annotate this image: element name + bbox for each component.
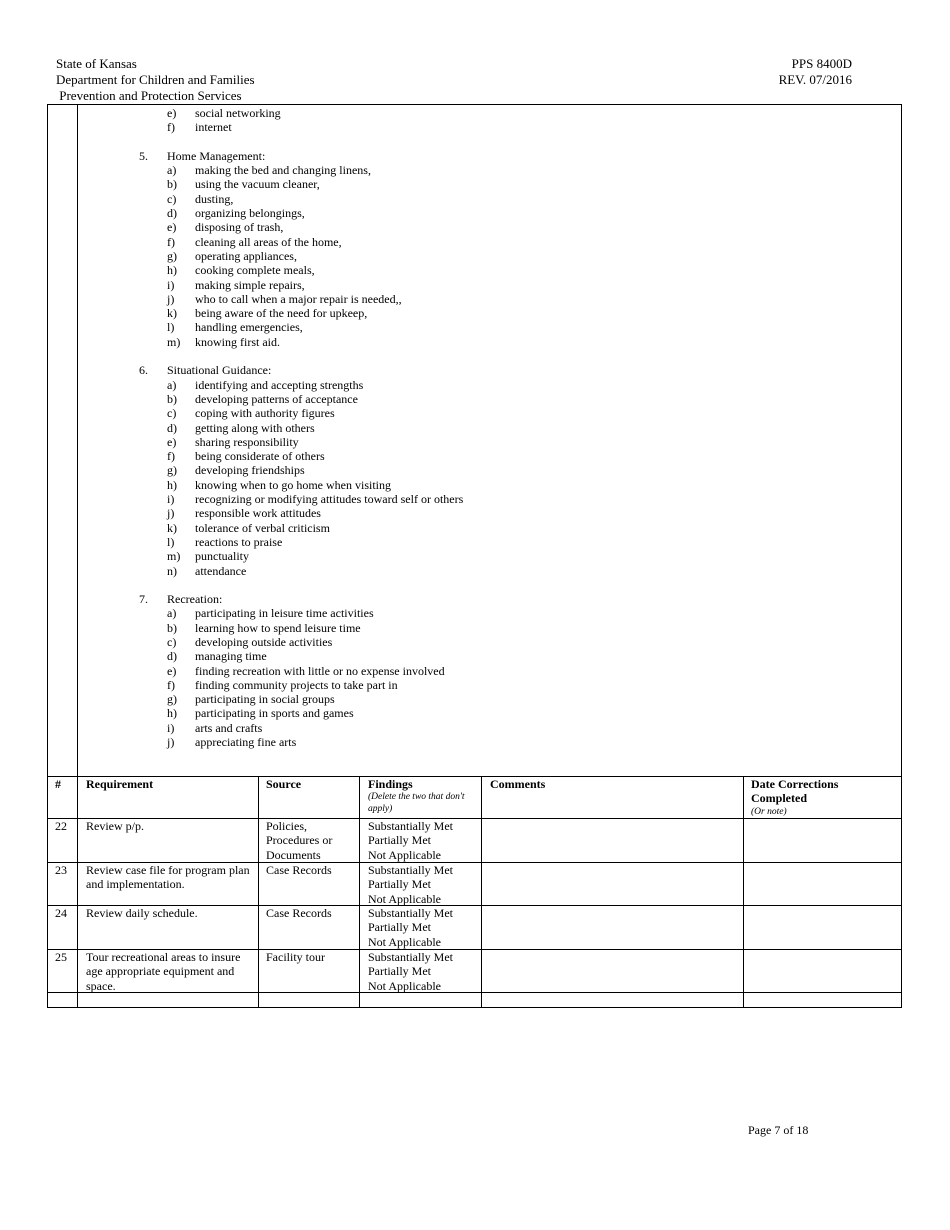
outline-item: [139, 306, 463, 320]
outline-item-text: coping with authority figures: [195, 406, 335, 421]
row-requirement: Review daily schedule.: [86, 906, 198, 920]
outline-item-text: cooking complete meals,: [195, 263, 315, 278]
finding-option: Not Applicable: [368, 978, 441, 993]
outline-item-text: who to call when a major repair is needed,,: [195, 291, 402, 306]
outline-item-letter: f): [167, 677, 175, 692]
outline-item-letter: b): [167, 177, 177, 192]
finding-option: Substantially Met: [368, 950, 453, 964]
header-right: [779, 56, 852, 88]
outline-item: [139, 435, 463, 449]
outline-item-letter: g): [167, 463, 177, 478]
outline-item-text: disposing of trash,: [195, 220, 284, 235]
outline-item: [139, 278, 463, 292]
outline-item-letter: e): [167, 106, 177, 120]
outline-item: [139, 292, 463, 306]
row-source: Facility tour: [266, 950, 325, 964]
outline-item: [139, 478, 463, 492]
outline-item-text: recognizing or modifying attitudes toward self or others: [195, 492, 464, 507]
outline-item-letter: i): [167, 720, 175, 735]
outline-item-text: participating in leisure time activities: [195, 606, 374, 621]
th-findings-note: (Delete the two that don't apply): [368, 792, 465, 815]
row-source: Case Records: [266, 863, 332, 877]
skills-outline: [139, 106, 463, 749]
col-divider-num: [77, 104, 78, 1008]
row-source: Policies, Procedures or Documents: [266, 819, 333, 862]
outline-item: [139, 406, 463, 420]
outline-item-text: punctuality: [195, 549, 249, 564]
outline-item-text: reactions to praise: [195, 534, 283, 549]
outline-item: [139, 220, 463, 234]
outline-item: [139, 106, 463, 120]
outline-item-letter: g): [167, 248, 177, 263]
outline-section-title: Recreation:: [167, 592, 223, 607]
row-number: 24: [55, 906, 67, 920]
outline-item-letter: m): [167, 549, 181, 564]
outline-item-letter: b): [167, 391, 177, 406]
finding-option: Partially Met: [368, 877, 431, 892]
outline-item-text: knowing when to go home when visiting: [195, 477, 391, 492]
row-findings: [368, 906, 453, 949]
outline-item: [139, 492, 463, 506]
th-date-note: (Or note): [751, 806, 787, 817]
outline-item-letter: l): [167, 534, 175, 549]
outline-item-letter: d): [167, 649, 177, 664]
row-requirement: Tour recreational areas to insure age appropriate equipment and space.: [86, 950, 241, 993]
outline-item-text: knowing first aid.: [195, 334, 280, 349]
outline-item-letter: j): [167, 506, 175, 521]
page-number: Page 7 of 18: [748, 1123, 809, 1137]
outline-item-text: getting along with others: [195, 420, 315, 435]
outline-item: [139, 463, 463, 477]
outline-item-text: handling emergencies,: [195, 320, 303, 335]
outline-item-letter: f): [167, 449, 175, 464]
outline-item: [139, 521, 463, 535]
outline-item: [139, 706, 463, 720]
outline-item-text: using the vacuum cleaner,: [195, 177, 320, 192]
outline-item-text: developing outside activities: [195, 634, 333, 649]
outline-item: [139, 549, 463, 563]
row-requirement: Review p/p.: [86, 819, 144, 833]
outline-item-text: developing friendships: [195, 463, 305, 478]
col-divider-source: [359, 776, 360, 1008]
header-state: State of Kansas: [56, 56, 137, 71]
outline-item-text: making the bed and changing linens,: [195, 163, 371, 178]
outline-spacer: [139, 135, 463, 149]
outline-section-number: 5.: [139, 148, 148, 163]
th-findings-cell: [368, 777, 476, 815]
header-revision: REV. 07/2016: [778, 72, 852, 87]
outline-item-letter: h): [167, 477, 177, 492]
outline-item-letter: e): [167, 220, 177, 235]
outline-item: [139, 335, 463, 349]
outline-item-letter: h): [167, 706, 177, 721]
outline-item-text: social networking: [195, 106, 281, 120]
outline-item: [139, 606, 463, 620]
outline-item-letter: f): [167, 120, 175, 135]
outline-item-text: participating in social groups: [195, 692, 335, 707]
finding-option: Substantially Met: [368, 863, 453, 877]
outline-item: [139, 378, 463, 392]
col-divider-findings: [481, 776, 482, 1008]
row-findings: [368, 863, 453, 906]
outline-section: [139, 363, 463, 377]
outline-section: [139, 592, 463, 606]
outline-section-number: 7.: [139, 592, 148, 607]
outline-item-text: managing time: [195, 649, 267, 664]
outline-item: [139, 421, 463, 435]
outline-item-letter: l): [167, 320, 175, 335]
outline-item-text: cleaning all areas of the home,: [195, 234, 342, 249]
th-requirement: Requirement: [86, 777, 154, 791]
outline-item-letter: b): [167, 620, 177, 635]
outline-section-title: Situational Guidance:: [167, 363, 272, 378]
outline-item-letter: f): [167, 234, 175, 249]
outline-item-text: tolerance of verbal criticism: [195, 520, 330, 535]
th-findings: Findings: [368, 777, 413, 791]
outline-item-letter: n): [167, 563, 177, 578]
th-comments: Comments: [490, 777, 546, 791]
outline-item: [139, 506, 463, 520]
outline-item: [139, 649, 463, 663]
outline-item-letter: d): [167, 420, 177, 435]
outline-item: [139, 249, 463, 263]
outline-item-letter: k): [167, 306, 177, 321]
outline-item-letter: i): [167, 277, 175, 292]
outline-spacer: [139, 349, 463, 363]
outline-item: [139, 664, 463, 678]
outline-item-text: being considerate of others: [195, 449, 325, 464]
header-division: Prevention and Protection Services: [56, 88, 242, 103]
outline-item: [139, 235, 463, 249]
outline-item-letter: i): [167, 492, 175, 507]
outline-item-text: finding community projects to take part in: [195, 677, 398, 692]
outline-item-text: learning how to spend leisure time: [195, 620, 361, 635]
header-department: Department for Children and Families: [56, 72, 255, 87]
finding-option: Partially Met: [368, 920, 431, 935]
row-source: Case Records: [266, 906, 332, 920]
outline-item-letter: k): [167, 520, 177, 535]
row-findings: [368, 950, 453, 993]
row-number: 23: [55, 863, 67, 877]
outline-item-text: participating in sports and games: [195, 706, 354, 721]
outline-item-text: developing patterns of acceptance: [195, 391, 358, 406]
header-left: [56, 56, 255, 104]
col-divider-requirement: [258, 776, 259, 1008]
row-number: 22: [55, 819, 67, 833]
outline-item: [139, 263, 463, 277]
outline-item: [139, 721, 463, 735]
outline-item: [139, 163, 463, 177]
outline-item: [139, 177, 463, 191]
outline-item-text: identifying and accepting strengths: [195, 377, 364, 392]
outline-item-text: operating appliances,: [195, 248, 297, 263]
outline-item-text: finding recreation with little or no expense involved: [195, 663, 445, 678]
outline-item: [139, 564, 463, 578]
outline-item-text: attendance: [195, 563, 247, 578]
outline-section: [139, 149, 463, 163]
outline-item-letter: e): [167, 434, 177, 449]
outline-item: [139, 449, 463, 463]
row-requirement: Review case file for program plan and implementation.: [86, 863, 250, 892]
header-form-number: PPS 8400D: [791, 56, 852, 71]
outline-item-text: arts and crafts: [195, 720, 263, 735]
outline-item: [139, 692, 463, 706]
row-number: 25: [55, 950, 67, 964]
finding-option: Not Applicable: [368, 847, 441, 862]
outline-item-letter: a): [167, 377, 177, 392]
outline-item-text: making simple repairs,: [195, 277, 305, 292]
outline-item-text: dusting,: [195, 191, 234, 206]
outline-item-text: internet: [195, 120, 232, 135]
th-source: Source: [266, 777, 302, 791]
outline-item-letter: d): [167, 206, 177, 221]
row-findings: [368, 819, 453, 862]
outline-item-letter: c): [167, 406, 177, 421]
finding-option: Substantially Met: [368, 906, 453, 920]
outline-item-text: responsible work attitudes: [195, 506, 321, 521]
finding-option: Partially Met: [368, 964, 431, 979]
outline-spacer: [139, 578, 463, 592]
outline-section-number: 6.: [139, 363, 148, 378]
outline-item: [139, 320, 463, 334]
outline-item-letter: g): [167, 692, 177, 707]
outline-item-letter: j): [167, 291, 175, 306]
th-date-cell: [751, 777, 861, 818]
th-num: #: [55, 777, 61, 791]
outline-item-letter: h): [167, 263, 177, 278]
outline-item: [139, 392, 463, 406]
outline-item-text: sharing responsibility: [195, 434, 299, 449]
col-divider-comments: [743, 776, 744, 1008]
outline-item-text: appreciating fine arts: [195, 735, 297, 750]
outline-item-letter: m): [167, 334, 181, 349]
outline-item-text: being aware of the need for upkeep,: [195, 306, 368, 321]
outline-item-letter: e): [167, 663, 177, 678]
outline-item-letter: j): [167, 735, 175, 750]
outline-item-letter: c): [167, 634, 177, 649]
finding-option: Not Applicable: [368, 934, 441, 949]
outline-item-letter: a): [167, 606, 177, 621]
outline-item-letter: a): [167, 163, 177, 178]
finding-option: Not Applicable: [368, 891, 441, 906]
outline-item-letter: c): [167, 191, 177, 206]
outline-item: [139, 192, 463, 206]
outline-item: [139, 635, 463, 649]
outline-item-text: organizing belongings,: [195, 206, 305, 221]
finding-option: Substantially Met: [368, 819, 453, 833]
outline-item: [139, 206, 463, 220]
outline-item: [139, 678, 463, 692]
finding-option: Partially Met: [368, 833, 431, 848]
outline-item: [139, 120, 463, 134]
th-date: Date Corrections Completed: [751, 777, 839, 806]
outline-section-title: Home Management:: [167, 148, 266, 163]
outline-item: [139, 535, 463, 549]
outline-item: [139, 735, 463, 749]
outline-item: [139, 621, 463, 635]
